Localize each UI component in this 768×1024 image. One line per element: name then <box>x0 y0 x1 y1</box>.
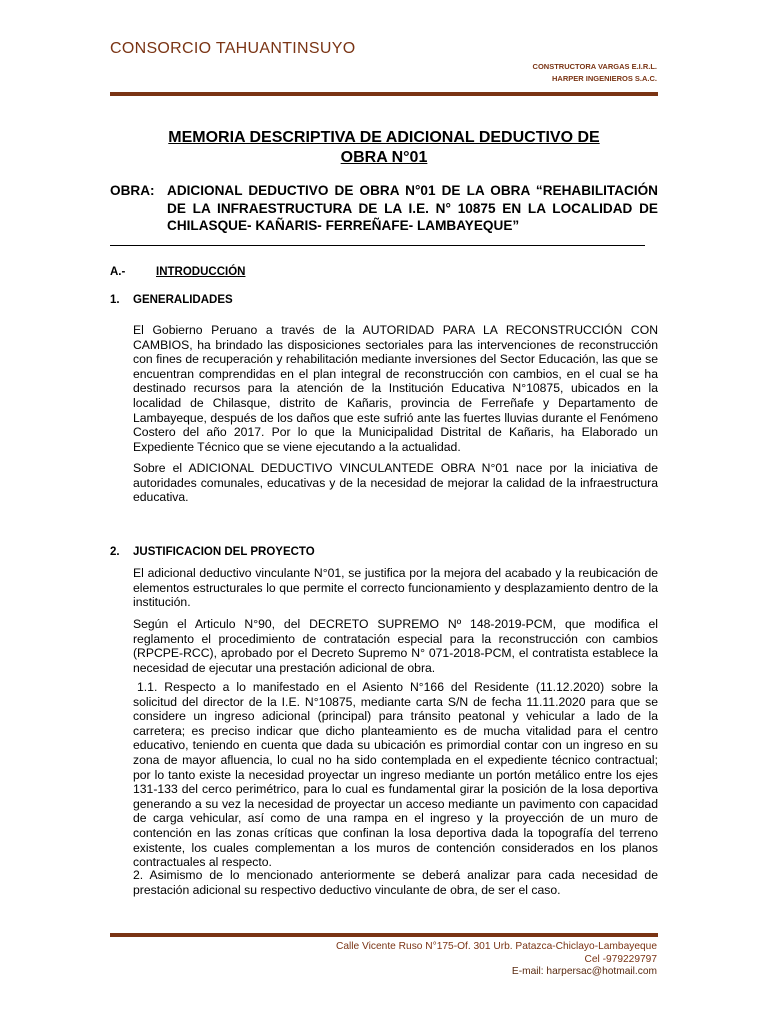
footer-rule <box>110 933 658 937</box>
section-a-number: A.- <box>110 266 126 278</box>
header-rule <box>110 92 658 96</box>
header-partner-1: CONSTRUCTORA VARGAS E.I.R.L. <box>532 62 657 71</box>
footer-phone: Cel -979229797 <box>584 953 657 965</box>
paragraph-generalidades-2: Sobre el ADICIONAL DEDUCTIVO VINCULANTEDE OBRA N°01 nace por la iniciativa de autoridades comunales, educativas y de la necesidad de mejorar la calidad de la infraestructura educativa. <box>133 461 658 505</box>
paragraph-justificacion-1: El adicional deductivo vinculante N°01, se justifica por la mejora del acabado y la reubicación de elementos estructurales lo que permite el correcto funcionamiento y desplazamiento dentro de la institución. <box>133 566 658 610</box>
header-brand: CONSORCIO TAHUANTINSUYO <box>110 40 356 57</box>
footer-contact <box>336 941 657 979</box>
footer-address: Calle Vicente Ruso N°175-Of. 301 Urb. Patazca-Chiclayo-Lambayeque <box>336 941 657 952</box>
document-title <box>110 128 658 168</box>
header-partners <box>533 61 657 85</box>
header-partner-2: HARPER INGENIEROS S.A.C. <box>551 74 657 83</box>
section-2-title: JUSTIFICACION DEL PROYECTO <box>133 546 315 558</box>
section-a-title: INTRODUCCIÓN <box>156 266 246 278</box>
section-2-number: 2. <box>110 546 120 558</box>
obra-text: ADICIONAL DEDUCTIVO DE OBRA N°01 DE LA OBRA “REHABILITACIÓN DE LA INFRAESTRUCTURA DE LA I.E. N° 10875 EN LA LOCALIDAD DE CHILASQUE- KAÑARIS- FERREÑAFE- LAMBAYEQUE” <box>167 183 658 233</box>
obra-divider <box>110 245 645 246</box>
paragraph-justificacion-4: 2. Asimismo de lo mencionado anteriormente se deberá analizar para cada necesidad de prestación adicional su respectivo deductivo vinculante de obra, de ser el caso. <box>133 868 658 897</box>
document-title-line-1: MEMORIA DESCRIPTIVA DE ADICIONAL DEDUCTIVO DE <box>168 129 600 146</box>
paragraph-justificacion-3: 1.1. Respecto a lo manifestado en el Asiento N°166 del Residente (11.12.2020) sobre la solicitud del director de la I.E. N°10875, mediante carta S/N de fecha 11.11.2020 para que se considere un ingreso adicional (principal) para tránsito peatonal y vehicular a lado de la carretera; es preciso indicar que dicho planteamiento es de mucha vitalidad para el centro educativo, teniendo en cuenta que dada su ubicación es primordial contar con un ingreso en su zona de mayor afluencia, lo cual no ha sido contemplada en el expediente técnico contractual; por lo tanto existe la necesidad proyectar un ingreso mediante un portón metálico entre los ejes 131-133 del cerco perimétrico, para lo cual es fundamental girar la posición de la losa deportiva generando a su vez la necesidad de proyectar un acceso mediante un pavimento con capacidad de carga vehicular, así como de una rampa en el ingreso y la proyección de un muro de contención en las zonas críticas que confinan la losa deportiva dada la topografía del terreno existente, los cuales complementan a los muros de contención considerados en los planos contractuales al respecto. <box>133 680 658 870</box>
document-title-line-2: OBRA N°01 <box>340 149 428 166</box>
paragraph-justificacion-2: Según el Articulo N°90, del DECRETO SUPREMO Nº 148-2019-PCM, que modifica el reglamento el procedimiento de contratación especial para la reconstrucción con cambios (RPCPE-RCC), aprobado por el Decreto Supremo N° 071-2018-PCM, el contratista establece la necesidad de ejecutar una prestación adicional de obra. <box>133 617 658 675</box>
footer-email[interactable]: E-mail: harpersac@hotmail.com <box>511 966 657 978</box>
paragraph-generalidades-1: El Gobierno Peruano a través de la AUTORIDAD PARA LA RECONSTRUCCIÓN CON CAMBIOS, ha brindado las disposiciones sectoriales para las intervenciones de reconstrucción con fines de recuperación y rehabilitación mediante inversiones del Sector Educación, las que se encuentran comprendidas en el plan integral de reconstrucción con cambios, en el cual se ha destinado recursos para la atención de la Institución Educativa N°10875, ubicados en la localidad de Chilasque, distrito de Kañaris, provincia de Ferreñafe y Departamento de Lambayeque, después de los daños que este sufrió ante las fuertes lluvias durante el Fenómeno Costero del año 2017. Por lo que la Municipalidad Distrital de Kañaris, ha Elaborado un Expediente Técnico que se viene ejecutando a la actualidad. <box>133 323 658 454</box>
section-1-number: 1. <box>110 294 120 306</box>
section-1-title: GENERALIDADES <box>133 294 233 306</box>
obra-label: OBRA: <box>110 183 155 198</box>
